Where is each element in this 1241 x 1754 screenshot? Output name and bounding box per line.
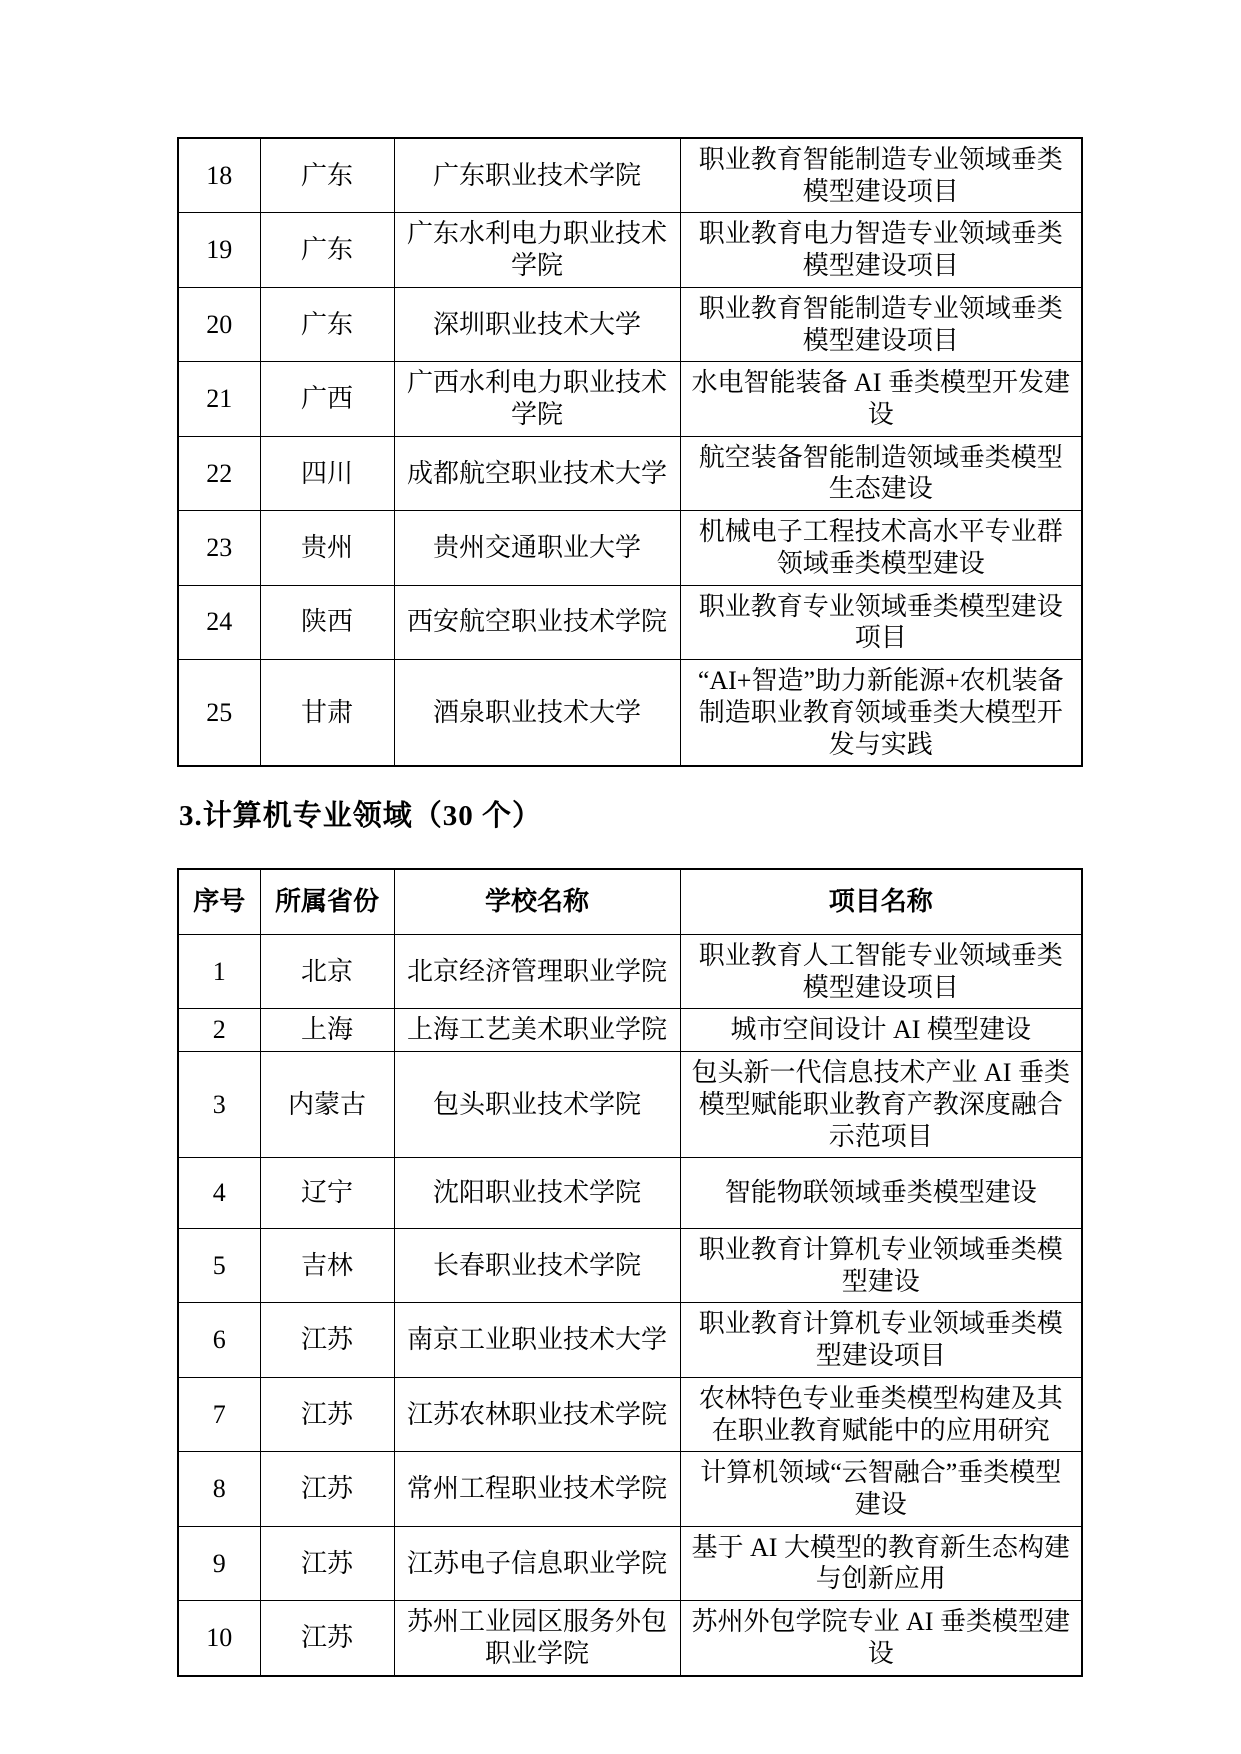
table-row bbox=[178, 362, 1082, 436]
project-cell: 基于 AI 大模型的教育新生态构建与创新应用 bbox=[680, 1526, 1082, 1600]
table-row bbox=[178, 1158, 1082, 1229]
table-row bbox=[178, 1052, 1082, 1158]
table-header-row bbox=[178, 869, 1082, 934]
province-cell: 北京 bbox=[260, 934, 394, 1008]
project-cell: 农林特色专业垂类模型构建及其在职业教育赋能中的应用研究 bbox=[680, 1377, 1082, 1451]
row-number-cell: 1 bbox=[178, 934, 260, 1008]
row-number-cell: 5 bbox=[178, 1228, 260, 1302]
project-cell: 职业教育智能制造专业领域垂类模型建设项目 bbox=[680, 287, 1082, 361]
table-continued-section bbox=[177, 137, 1083, 767]
page-content bbox=[177, 137, 1081, 1677]
table-row bbox=[178, 1452, 1082, 1526]
project-cell: 职业教育专业领域垂类模型建设项目 bbox=[680, 585, 1082, 659]
province-cell: 吉林 bbox=[260, 1228, 394, 1302]
school-cell: 酒泉职业技术大学 bbox=[394, 660, 680, 767]
table-row bbox=[178, 511, 1082, 585]
project-cell: 水电智能装备 AI 垂类模型开发建设 bbox=[680, 362, 1082, 436]
table-row bbox=[178, 287, 1082, 361]
table-row bbox=[178, 138, 1082, 213]
row-number-cell: 7 bbox=[178, 1377, 260, 1451]
province-cell: 江苏 bbox=[260, 1377, 394, 1451]
province-cell: 内蒙古 bbox=[260, 1052, 394, 1158]
table-section3 bbox=[177, 868, 1083, 1676]
table-row bbox=[178, 213, 1082, 287]
province-cell: 江苏 bbox=[260, 1526, 394, 1600]
province-cell: 江苏 bbox=[260, 1452, 394, 1526]
column-header-no: 序号 bbox=[178, 869, 260, 934]
project-cell: 职业教育电力智造专业领域垂类模型建设项目 bbox=[680, 213, 1082, 287]
project-cell: 计算机领域“云智融合”垂类模型建设 bbox=[680, 1452, 1082, 1526]
school-cell: 贵州交通职业大学 bbox=[394, 511, 680, 585]
project-cell: 机械电子工程技术高水平专业群领域垂类模型建设 bbox=[680, 511, 1082, 585]
province-cell: 广西 bbox=[260, 362, 394, 436]
column-header-province: 所属省份 bbox=[260, 869, 394, 934]
province-cell: 广东 bbox=[260, 213, 394, 287]
school-cell: 包头职业技术学院 bbox=[394, 1052, 680, 1158]
school-cell: 北京经济管理职业学院 bbox=[394, 934, 680, 1008]
project-cell: 包头新一代信息技术产业 AI 垂类模型赋能职业教育产教深度融合示范项目 bbox=[680, 1052, 1082, 1158]
project-cell: 苏州外包学院专业 AI 垂类模型建设 bbox=[680, 1601, 1082, 1676]
school-cell: 长春职业技术学院 bbox=[394, 1228, 680, 1302]
row-number-cell: 25 bbox=[178, 660, 260, 767]
table-row bbox=[178, 1526, 1082, 1600]
row-number-cell: 4 bbox=[178, 1158, 260, 1229]
project-cell: 职业教育人工智能专业领域垂类模型建设项目 bbox=[680, 934, 1082, 1008]
province-cell: 江苏 bbox=[260, 1303, 394, 1377]
row-number-cell: 20 bbox=[178, 287, 260, 361]
province-cell: 贵州 bbox=[260, 511, 394, 585]
row-number-cell: 9 bbox=[178, 1526, 260, 1600]
table-row bbox=[178, 934, 1082, 1008]
table-row bbox=[178, 436, 1082, 510]
school-cell: 江苏农林职业技术学院 bbox=[394, 1377, 680, 1451]
table-row bbox=[178, 1377, 1082, 1451]
project-cell: 职业教育计算机专业领域垂类模型建设 bbox=[680, 1228, 1082, 1302]
row-number-cell: 10 bbox=[178, 1601, 260, 1676]
project-cell: 城市空间设计 AI 模型建设 bbox=[680, 1009, 1082, 1052]
project-cell: 职业教育智能制造专业领域垂类模型建设项目 bbox=[680, 138, 1082, 213]
table-row bbox=[178, 585, 1082, 659]
school-cell: 江苏电子信息职业学院 bbox=[394, 1526, 680, 1600]
province-cell: 辽宁 bbox=[260, 1158, 394, 1229]
school-cell: 广东水利电力职业技术学院 bbox=[394, 213, 680, 287]
project-cell: 航空装备智能制造领域垂类模型生态建设 bbox=[680, 436, 1082, 510]
school-cell: 广东职业技术学院 bbox=[394, 138, 680, 213]
table-row bbox=[178, 1009, 1082, 1052]
row-number-cell: 24 bbox=[178, 585, 260, 659]
row-number-cell: 6 bbox=[178, 1303, 260, 1377]
row-number-cell: 23 bbox=[178, 511, 260, 585]
project-cell: “AI+智造”助力新能源+农机装备制造职业教育领域垂类大模型开发与实践 bbox=[680, 660, 1082, 767]
province-cell: 江苏 bbox=[260, 1601, 394, 1676]
project-cell: 职业教育计算机专业领域垂类模型建设项目 bbox=[680, 1303, 1082, 1377]
project-cell: 智能物联领域垂类模型建设 bbox=[680, 1158, 1082, 1229]
school-cell: 常州工程职业技术学院 bbox=[394, 1452, 680, 1526]
province-cell: 甘肃 bbox=[260, 660, 394, 767]
table-row bbox=[178, 1228, 1082, 1302]
row-number-cell: 18 bbox=[178, 138, 260, 213]
table-row bbox=[178, 1601, 1082, 1676]
province-cell: 四川 bbox=[260, 436, 394, 510]
province-cell: 广东 bbox=[260, 138, 394, 213]
school-cell: 广西水利电力职业技术学院 bbox=[394, 362, 680, 436]
school-cell: 南京工业职业技术大学 bbox=[394, 1303, 680, 1377]
section-heading: 3.计算机专业领域（30 个） bbox=[179, 800, 543, 833]
row-number-cell: 22 bbox=[178, 436, 260, 510]
province-cell: 广东 bbox=[260, 287, 394, 361]
province-cell: 陕西 bbox=[260, 585, 394, 659]
school-cell: 苏州工业园区服务外包职业学院 bbox=[394, 1601, 680, 1676]
school-cell: 上海工艺美术职业学院 bbox=[394, 1009, 680, 1052]
school-cell: 深圳职业技术大学 bbox=[394, 287, 680, 361]
row-number-cell: 21 bbox=[178, 362, 260, 436]
table-row bbox=[178, 1303, 1082, 1377]
column-header-project: 项目名称 bbox=[680, 869, 1082, 934]
row-number-cell: 3 bbox=[178, 1052, 260, 1158]
school-cell: 沈阳职业技术学院 bbox=[394, 1158, 680, 1229]
table-row bbox=[178, 660, 1082, 767]
row-number-cell: 2 bbox=[178, 1009, 260, 1052]
province-cell: 上海 bbox=[260, 1009, 394, 1052]
column-header-school: 学校名称 bbox=[394, 869, 680, 934]
school-cell: 西安航空职业技术学院 bbox=[394, 585, 680, 659]
row-number-cell: 8 bbox=[178, 1452, 260, 1526]
school-cell: 成都航空职业技术大学 bbox=[394, 436, 680, 510]
row-number-cell: 19 bbox=[178, 213, 260, 287]
